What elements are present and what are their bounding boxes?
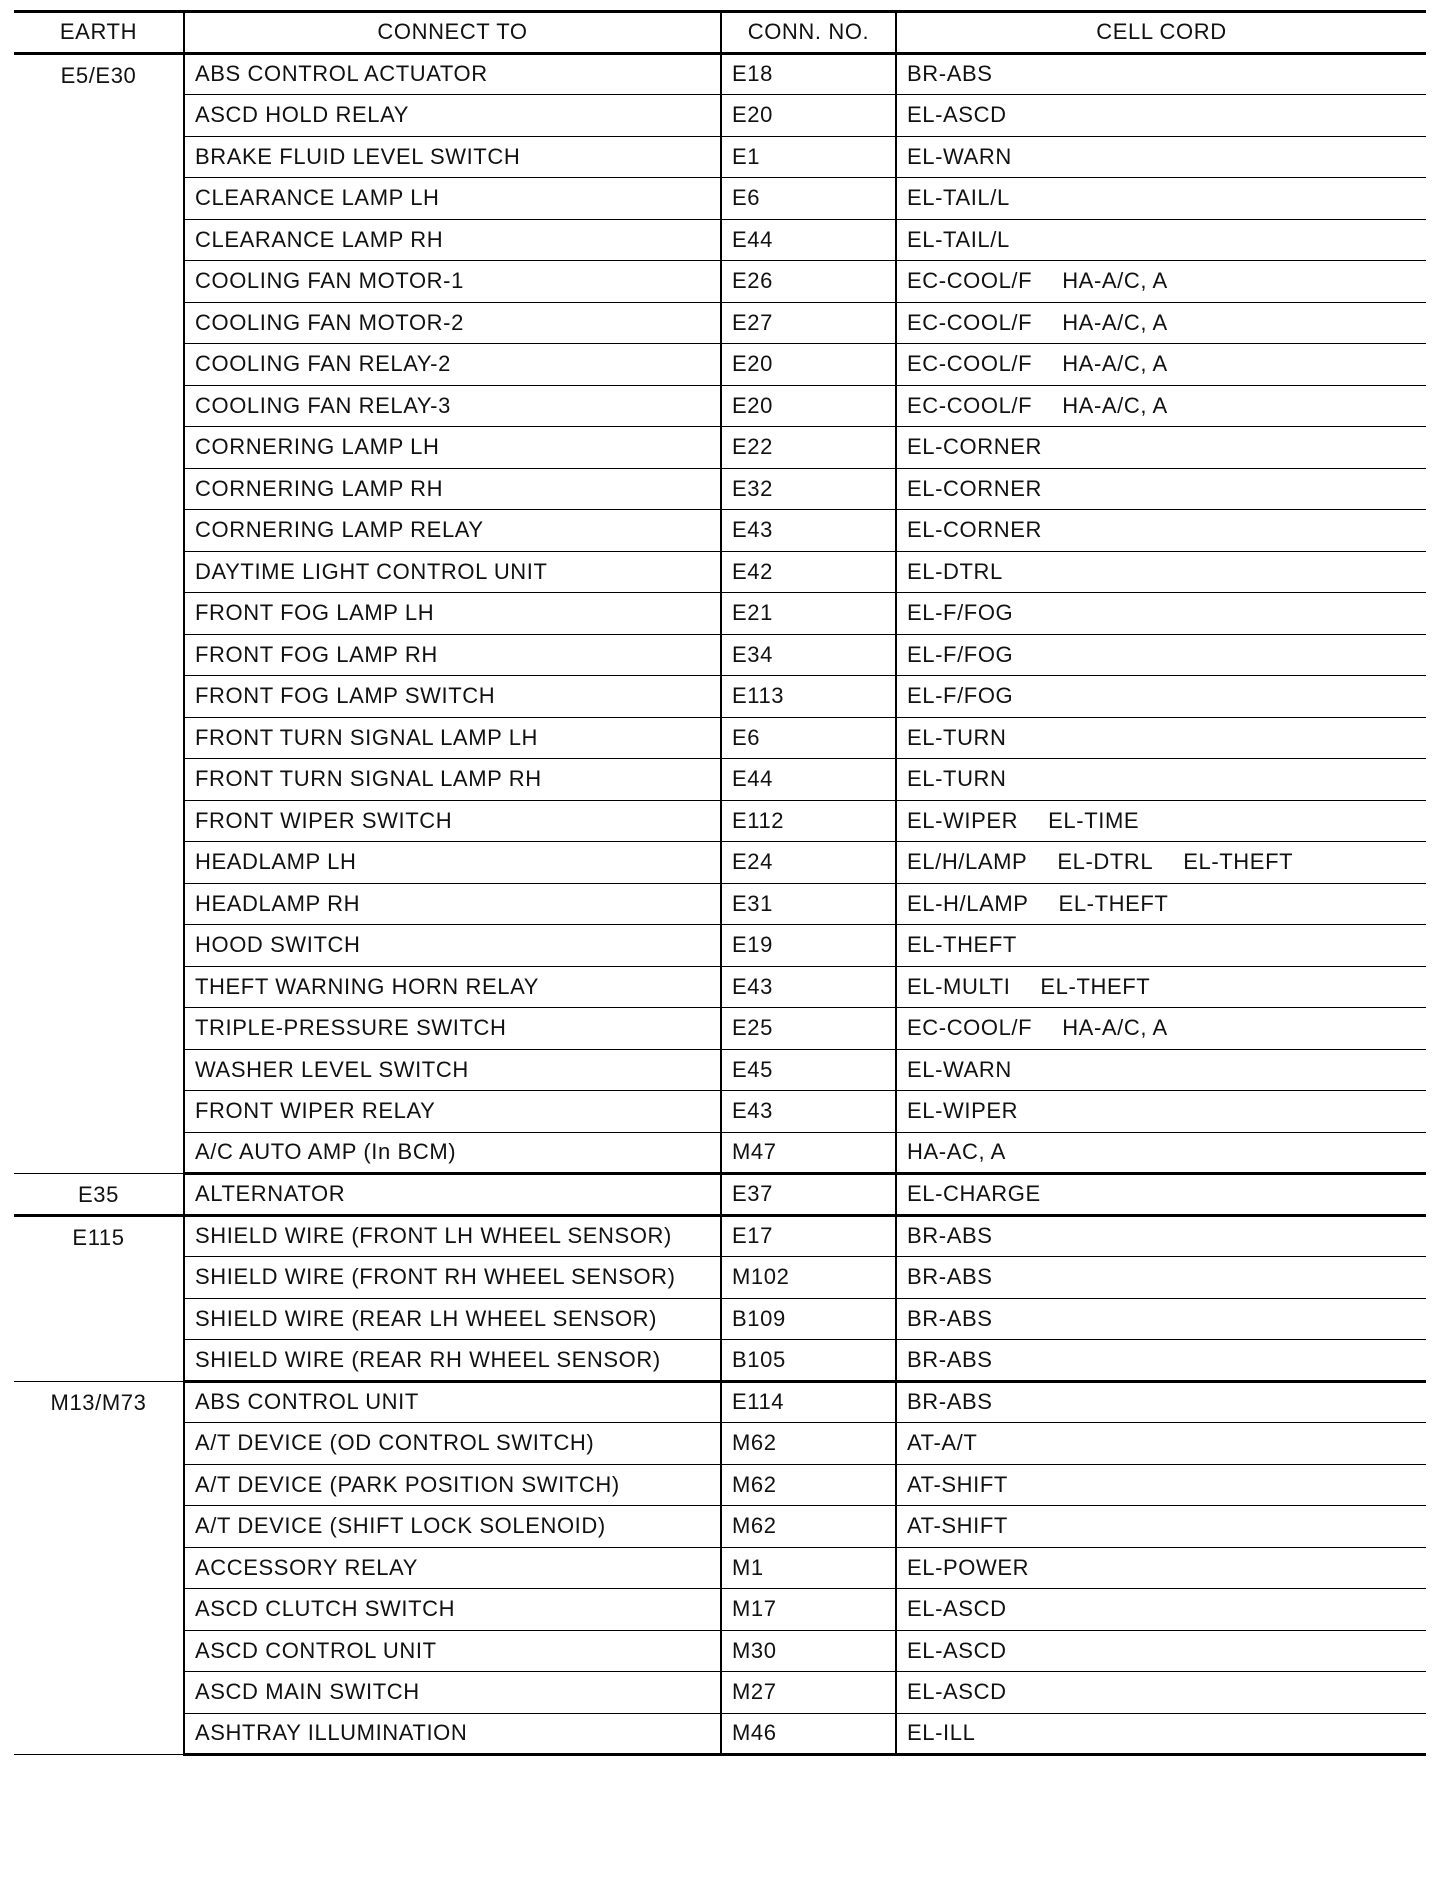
table-row xyxy=(14,966,1426,1008)
connect-to-cell: BRAKE FLUID LEVEL SWITCH xyxy=(184,136,721,178)
cell-cord-ref: BR-ABS xyxy=(907,61,993,87)
cell-cord-cell xyxy=(896,883,1426,925)
conn-no-cell: E26 xyxy=(721,261,896,303)
connect-to-cell: SHIELD WIRE (REAR RH WHEEL SENSOR) xyxy=(184,1340,721,1382)
cell-cord-cell xyxy=(896,1423,1426,1465)
conn-no-cell: E22 xyxy=(721,427,896,469)
conn-no-cell: E32 xyxy=(721,468,896,510)
table-row xyxy=(14,1008,1426,1050)
connect-to-cell: ALTERNATOR xyxy=(184,1174,721,1216)
cell-cord-ref: BR-ABS xyxy=(907,1223,993,1249)
connect-to-cell: ASHTRAY ILLUMINATION xyxy=(184,1713,721,1755)
cell-cord-ref: HA-A/C, A xyxy=(1062,309,1168,335)
connect-to-cell: FRONT FOG LAMP RH xyxy=(184,634,721,676)
cell-cord-ref: HA-AC, A xyxy=(907,1139,1006,1165)
cell-cord-ref: BR-ABS xyxy=(907,1264,993,1290)
connect-to-cell: A/T DEVICE (PARK POSITION SWITCH) xyxy=(184,1464,721,1506)
table-row xyxy=(14,759,1426,801)
cell-cord-cell xyxy=(896,1298,1426,1340)
conn-no-cell: E27 xyxy=(721,302,896,344)
cell-cord-cell xyxy=(896,1672,1426,1714)
cell-cord-ref: EL-WIPER xyxy=(907,1098,1019,1124)
cell-cord-ref: EL-F/FOG xyxy=(907,641,1014,667)
connect-to-cell: COOLING FAN MOTOR-2 xyxy=(184,302,721,344)
cell-cord-ref: EL-CORNER xyxy=(907,475,1042,501)
cell-cord-cell xyxy=(896,1049,1426,1091)
connect-to-cell: FRONT TURN SIGNAL LAMP RH xyxy=(184,759,721,801)
connect-to-cell: ASCD HOLD RELAY xyxy=(184,95,721,137)
cell-cord-cell xyxy=(896,1630,1426,1672)
table-row xyxy=(14,302,1426,344)
cell-cord-ref: EL-MULTI xyxy=(907,973,1011,999)
connect-to-cell: TRIPLE-PRESSURE SWITCH xyxy=(184,1008,721,1050)
cell-cord-ref: HA-A/C, A xyxy=(1062,351,1168,377)
cell-cord-cell xyxy=(896,1464,1426,1506)
conn-no-cell: M30 xyxy=(721,1630,896,1672)
conn-no-cell: M62 xyxy=(721,1464,896,1506)
cell-cord-ref: EL-TIME xyxy=(1048,807,1140,833)
cell-cord-cell xyxy=(896,1008,1426,1050)
connect-to-cell: SHIELD WIRE (FRONT LH WHEEL SENSOR) xyxy=(184,1215,721,1257)
table-row xyxy=(14,800,1426,842)
conn-no-cell: E19 xyxy=(721,925,896,967)
conn-no-cell: E6 xyxy=(721,178,896,220)
cell-cord-ref: EL-THEFT xyxy=(1040,973,1151,999)
table-row xyxy=(14,1423,1426,1465)
cell-cord-cell xyxy=(896,1340,1426,1382)
connect-to-cell: COOLING FAN MOTOR-1 xyxy=(184,261,721,303)
connect-to-cell: ASCD CONTROL UNIT xyxy=(184,1630,721,1672)
cell-cord-cell xyxy=(896,842,1426,884)
cell-cord-cell xyxy=(896,219,1426,261)
table-row xyxy=(14,925,1426,967)
cell-cord-ref: EC-COOL/F xyxy=(907,268,1033,294)
header-connect-to: CONNECT TO xyxy=(184,12,721,54)
conn-no-cell: E20 xyxy=(721,95,896,137)
connect-to-cell: HEADLAMP LH xyxy=(184,842,721,884)
connect-to-cell: FRONT FOG LAMP SWITCH xyxy=(184,676,721,718)
conn-no-cell: E44 xyxy=(721,759,896,801)
table-row xyxy=(14,1672,1426,1714)
cell-cord-ref: EL-DTRL xyxy=(907,558,1003,584)
table-row xyxy=(14,551,1426,593)
cell-cord-ref: BR-ABS xyxy=(907,1305,993,1331)
earth-point-cell: E35 xyxy=(14,1174,184,1216)
cell-cord-ref: EL-POWER xyxy=(907,1554,1030,1580)
connect-to-cell: A/T DEVICE (SHIFT LOCK SOLENOID) xyxy=(184,1506,721,1548)
cell-cord-ref: EL-TURN xyxy=(907,766,1007,792)
table-row xyxy=(14,136,1426,178)
table-row xyxy=(14,1215,1426,1257)
conn-no-cell: E43 xyxy=(721,966,896,1008)
conn-no-cell: E31 xyxy=(721,883,896,925)
table-row xyxy=(14,1340,1426,1382)
cell-cord-ref: EL-THEFT xyxy=(907,932,1017,958)
table-row xyxy=(14,1091,1426,1133)
conn-no-cell: M27 xyxy=(721,1672,896,1714)
cell-cord-cell xyxy=(896,717,1426,759)
cell-cord-ref: EC-COOL/F xyxy=(907,392,1033,418)
connect-to-cell: FRONT WIPER RELAY xyxy=(184,1091,721,1133)
conn-no-cell: E6 xyxy=(721,717,896,759)
table-row xyxy=(14,468,1426,510)
table-row xyxy=(14,261,1426,303)
table-row xyxy=(14,1132,1426,1174)
table-row xyxy=(14,1547,1426,1589)
table-row xyxy=(14,717,1426,759)
table-row xyxy=(14,385,1426,427)
table-row xyxy=(14,427,1426,469)
conn-no-cell: M62 xyxy=(721,1506,896,1548)
cell-cord-cell xyxy=(896,759,1426,801)
conn-no-cell: M46 xyxy=(721,1713,896,1755)
cell-cord-cell xyxy=(896,510,1426,552)
cell-cord-ref: BR-ABS xyxy=(907,1389,993,1415)
cell-cord-ref: AT-SHIFT xyxy=(907,1513,1008,1539)
connect-to-cell: ACCESSORY RELAY xyxy=(184,1547,721,1589)
cell-cord-ref: HA-A/C, A xyxy=(1062,1015,1168,1041)
table-row xyxy=(14,842,1426,884)
connect-to-cell: COOLING FAN RELAY-2 xyxy=(184,344,721,386)
conn-no-cell: E112 xyxy=(721,800,896,842)
cell-cord-cell xyxy=(896,593,1426,635)
table-row xyxy=(14,593,1426,635)
conn-no-cell: M17 xyxy=(721,1589,896,1631)
cell-cord-cell xyxy=(896,676,1426,718)
conn-no-cell: B105 xyxy=(721,1340,896,1382)
cell-cord-ref: EL-CORNER xyxy=(907,434,1042,460)
table-header xyxy=(14,12,1426,54)
cell-cord-ref: EL-CHARGE xyxy=(907,1181,1041,1207)
connect-to-cell: THEFT WARNING HORN RELAY xyxy=(184,966,721,1008)
conn-no-cell: E43 xyxy=(721,1091,896,1133)
conn-no-cell: E43 xyxy=(721,510,896,552)
cell-cord-cell xyxy=(896,966,1426,1008)
cell-cord-ref: HA-A/C, A xyxy=(1062,392,1168,418)
conn-no-cell: E20 xyxy=(721,344,896,386)
earth-point-cell: M13/M73 xyxy=(14,1381,184,1755)
table-row xyxy=(14,676,1426,718)
conn-no-cell: E21 xyxy=(721,593,896,635)
table-row xyxy=(14,1506,1426,1548)
table-row xyxy=(14,510,1426,552)
cell-cord-cell xyxy=(896,1132,1426,1174)
cell-cord-ref: BR-ABS xyxy=(907,1346,993,1372)
cell-cord-cell xyxy=(896,1589,1426,1631)
conn-no-cell: E114 xyxy=(721,1381,896,1423)
cell-cord-cell xyxy=(896,1506,1426,1548)
cell-cord-ref: HA-A/C, A xyxy=(1062,268,1168,294)
table-row xyxy=(14,1049,1426,1091)
connect-to-cell: ASCD MAIN SWITCH xyxy=(184,1672,721,1714)
table-row xyxy=(14,53,1426,95)
cell-cord-ref: EL-ASCD xyxy=(907,1679,1007,1705)
table-row xyxy=(14,1174,1426,1216)
conn-no-cell: M102 xyxy=(721,1257,896,1299)
cell-cord-ref: EL-ASCD xyxy=(907,102,1007,128)
conn-no-cell: E24 xyxy=(721,842,896,884)
cell-cord-cell xyxy=(896,427,1426,469)
cell-cord-cell xyxy=(896,95,1426,137)
connect-to-cell: ABS CONTROL ACTUATOR xyxy=(184,53,721,95)
cell-cord-ref: EL-CORNER xyxy=(907,517,1042,543)
conn-no-cell: E34 xyxy=(721,634,896,676)
cell-cord-cell xyxy=(896,136,1426,178)
cell-cord-cell xyxy=(896,302,1426,344)
cell-cord-cell xyxy=(896,1547,1426,1589)
cell-cord-cell xyxy=(896,1174,1426,1216)
earth-point-cell: E115 xyxy=(14,1215,184,1381)
cell-cord-cell xyxy=(896,551,1426,593)
conn-no-cell: E17 xyxy=(721,1215,896,1257)
connect-to-cell: FRONT TURN SIGNAL LAMP LH xyxy=(184,717,721,759)
connect-to-cell: HOOD SWITCH xyxy=(184,925,721,967)
cell-cord-cell xyxy=(896,1091,1426,1133)
header-row xyxy=(14,12,1426,54)
cell-cord-ref: AT-A/T xyxy=(907,1430,978,1456)
cell-cord-ref: EL-TURN xyxy=(907,724,1007,750)
connect-to-cell: HEADLAMP RH xyxy=(184,883,721,925)
connect-to-cell: SHIELD WIRE (REAR LH WHEEL SENSOR) xyxy=(184,1298,721,1340)
connect-to-cell: FRONT WIPER SWITCH xyxy=(184,800,721,842)
cell-cord-cell xyxy=(896,634,1426,676)
conn-no-cell: B109 xyxy=(721,1298,896,1340)
connect-to-cell: CORNERING LAMP RH xyxy=(184,468,721,510)
cell-cord-ref: EL-WIPER xyxy=(907,807,1019,833)
cell-cord-ref: EC-COOL/F xyxy=(907,309,1033,335)
connect-to-cell: ASCD CLUTCH SWITCH xyxy=(184,1589,721,1631)
cell-cord-ref: EL-DTRL xyxy=(1057,849,1154,875)
cell-cord-cell xyxy=(896,261,1426,303)
conn-no-cell: E1 xyxy=(721,136,896,178)
cell-cord-ref: EL/H/LAMP xyxy=(907,849,1028,875)
cell-cord-ref: EL-ASCD xyxy=(907,1596,1007,1622)
connect-to-cell: CORNERING LAMP RELAY xyxy=(184,510,721,552)
cell-cord-ref: EC-COOL/F xyxy=(907,1015,1033,1041)
table-row xyxy=(14,1589,1426,1631)
table-row xyxy=(14,95,1426,137)
conn-no-cell: E45 xyxy=(721,1049,896,1091)
connect-to-cell: DAYTIME LIGHT CONTROL UNIT xyxy=(184,551,721,593)
cell-cord-cell xyxy=(896,1381,1426,1423)
conn-no-cell: E44 xyxy=(721,219,896,261)
connect-to-cell: CLEARANCE LAMP RH xyxy=(184,219,721,261)
connect-to-cell: CLEARANCE LAMP LH xyxy=(184,178,721,220)
conn-no-cell: E37 xyxy=(721,1174,896,1216)
table-row xyxy=(14,1630,1426,1672)
table-row xyxy=(14,1381,1426,1423)
conn-no-cell: E25 xyxy=(721,1008,896,1050)
cell-cord-cell xyxy=(896,800,1426,842)
table-body xyxy=(14,53,1426,1755)
cell-cord-cell xyxy=(896,1713,1426,1755)
conn-no-cell: M1 xyxy=(721,1547,896,1589)
cell-cord-cell xyxy=(896,53,1426,95)
cell-cord-ref: EL-ASCD xyxy=(907,1637,1007,1663)
cell-cord-cell xyxy=(896,1257,1426,1299)
header-cell-cord: CELL CORD xyxy=(896,12,1426,54)
table-row xyxy=(14,344,1426,386)
cell-cord-ref: EL-H/LAMP xyxy=(907,890,1029,916)
cell-cord-cell xyxy=(896,925,1426,967)
table-row xyxy=(14,219,1426,261)
cell-cord-ref: EL-WARN xyxy=(907,143,1012,169)
cell-cord-ref: EL-THEFT xyxy=(1058,890,1169,916)
conn-no-cell: E20 xyxy=(721,385,896,427)
cell-cord-ref: AT-SHIFT xyxy=(907,1471,1008,1497)
header-earth: EARTH xyxy=(14,12,184,54)
connect-to-cell: COOLING FAN RELAY-3 xyxy=(184,385,721,427)
table-row xyxy=(14,634,1426,676)
conn-no-cell: M62 xyxy=(721,1423,896,1465)
table-row xyxy=(14,1298,1426,1340)
table-row xyxy=(14,883,1426,925)
cell-cord-ref: EL-F/FOG xyxy=(907,600,1014,626)
header-conn-no: CONN. NO. xyxy=(721,12,896,54)
conn-no-cell: E113 xyxy=(721,676,896,718)
table-row xyxy=(14,1713,1426,1755)
table-row xyxy=(14,1464,1426,1506)
cell-cord-ref: EL-THEFT xyxy=(1183,849,1294,875)
connect-to-cell: CORNERING LAMP LH xyxy=(184,427,721,469)
cell-cord-ref: EL-ILL xyxy=(907,1720,976,1746)
cell-cord-ref: EL-TAIL/L xyxy=(907,185,1010,211)
cell-cord-cell xyxy=(896,385,1426,427)
conn-no-cell: E18 xyxy=(721,53,896,95)
cell-cord-ref: EL-TAIL/L xyxy=(907,226,1010,252)
earth-point-cell: E5/E30 xyxy=(14,53,184,1174)
connect-to-cell: A/C AUTO AMP (In BCM) xyxy=(184,1132,721,1174)
cell-cord-ref: EL-F/FOG xyxy=(907,683,1014,709)
earth-point-table xyxy=(14,10,1426,1756)
cell-cord-cell xyxy=(896,468,1426,510)
cell-cord-cell xyxy=(896,1215,1426,1257)
connect-to-cell: ABS CONTROL UNIT xyxy=(184,1381,721,1423)
cell-cord-ref: EC-COOL/F xyxy=(907,351,1033,377)
cell-cord-cell xyxy=(896,178,1426,220)
cell-cord-cell xyxy=(896,344,1426,386)
connect-to-cell: WASHER LEVEL SWITCH xyxy=(184,1049,721,1091)
table-row xyxy=(14,1257,1426,1299)
connect-to-cell: A/T DEVICE (OD CONTROL SWITCH) xyxy=(184,1423,721,1465)
connect-to-cell: SHIELD WIRE (FRONT RH WHEEL SENSOR) xyxy=(184,1257,721,1299)
conn-no-cell: M47 xyxy=(721,1132,896,1174)
connect-to-cell: FRONT FOG LAMP LH xyxy=(184,593,721,635)
conn-no-cell: E42 xyxy=(721,551,896,593)
table-row xyxy=(14,178,1426,220)
cell-cord-ref: EL-WARN xyxy=(907,1056,1012,1082)
